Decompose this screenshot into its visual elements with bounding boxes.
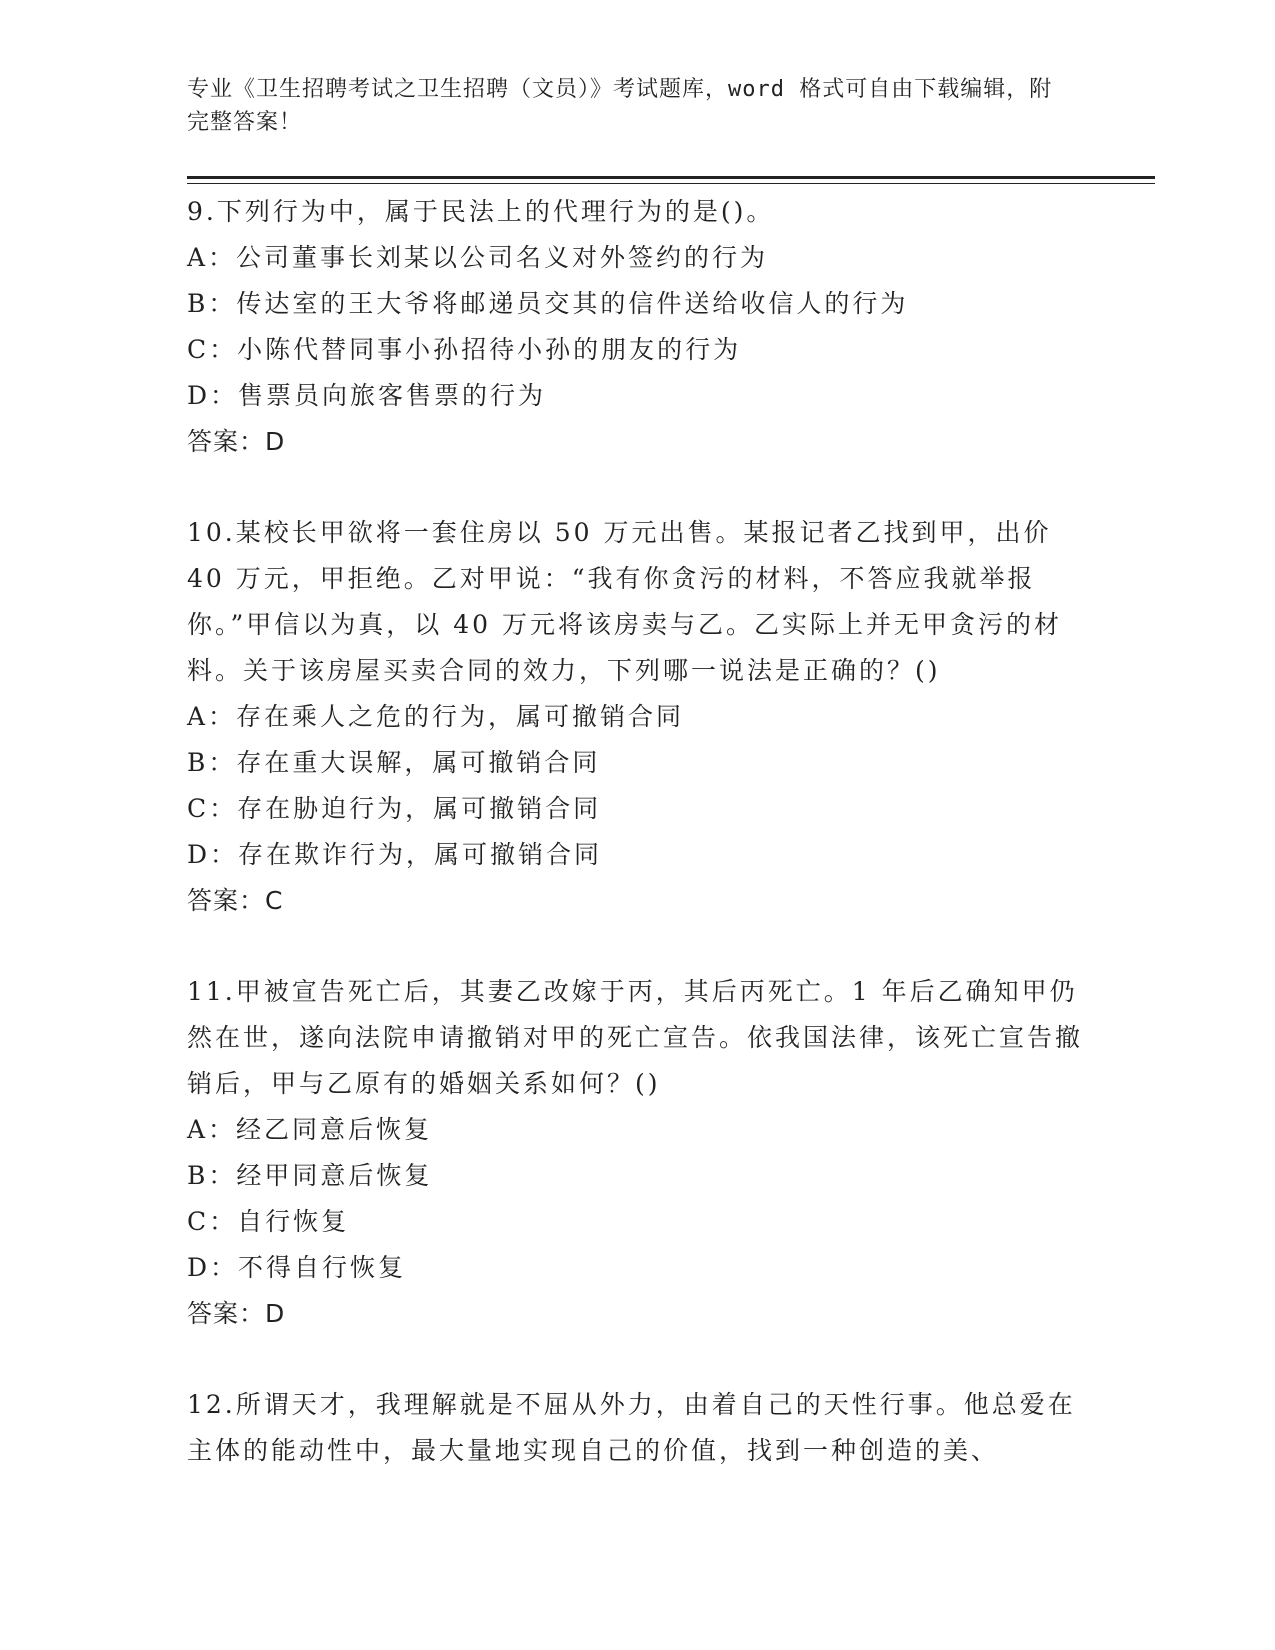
question-item: [187, 969, 1087, 1337]
option-c: C：小陈代替同事小孙招待小孙的朋友的行为: [187, 335, 742, 364]
answer-line: 答案：D: [187, 427, 286, 456]
option-b: B：传达室的王大爷将邮递员交其的信件送给收信人的行为: [187, 289, 909, 318]
answer-line: 答案：C: [187, 886, 284, 915]
option-b: B：存在重大误解，属可撤销合同: [187, 748, 601, 777]
question-text: 10.某校长甲欲将一套住房以 50 万元出售。某报记者乙找到甲，出价 40 万元，甲拒绝。乙对甲说：“我有你贪污的材料，不答应我就举报你。”甲信以为真，以 40 万元将该房卖与乙。乙实际上并无甲贪污的材料。关于该房屋买卖合同的效力，下列哪一说法是正确的？(): [187, 518, 1062, 685]
question-item: [187, 510, 1087, 924]
question-item: [187, 189, 1087, 465]
question-text: 12.所谓天才，我理解就是不屈从外力，由着自己的天性行事。他总爱在主体的能动性中，最大量地实现自己的价值，找到一种创造的美、: [187, 1390, 1076, 1465]
question-item: [187, 1382, 1087, 1474]
option-c: C：存在胁迫行为，属可撤销合同: [187, 794, 602, 823]
option-c: C：自行恢复: [187, 1207, 350, 1236]
option-a: A：公司董事长刘某以公司名义对外签约的行为: [187, 243, 769, 272]
question-list: [187, 189, 1087, 1519]
option-b: B：经甲同意后恢复: [187, 1161, 433, 1190]
question-text: 9.下列行为中，属于民法上的代理行为的是()。: [187, 197, 775, 226]
option-a: A：经乙同意后恢复: [187, 1115, 433, 1144]
header-divider-thick: [187, 176, 1155, 179]
header-divider-thin: [187, 183, 1155, 184]
option-d: D：售票员向旅客售票的行为: [187, 381, 547, 410]
option-a: A：存在乘人之危的行为，属可撤销合同: [187, 702, 685, 731]
document-header: 专业《卫生招聘考试之卫生招聘（文员）》考试题库，word 格式可自由下载编辑，附完整答案！: [187, 77, 1053, 135]
option-d: D：存在欺诈行为，属可撤销合同: [187, 840, 603, 869]
option-d: D：不得自行恢复: [187, 1253, 407, 1282]
answer-line: 答案：D: [187, 1299, 286, 1328]
question-text: 11.甲被宣告死亡后，其妻乙改嫁于丙，其后丙死亡。1 年后乙确知甲仍然在世，遂向法院申请撤销对甲的死亡宣告。依我国法律，该死亡宣告撤销后，甲与乙原有的婚姻关系如何？(): [187, 977, 1084, 1098]
